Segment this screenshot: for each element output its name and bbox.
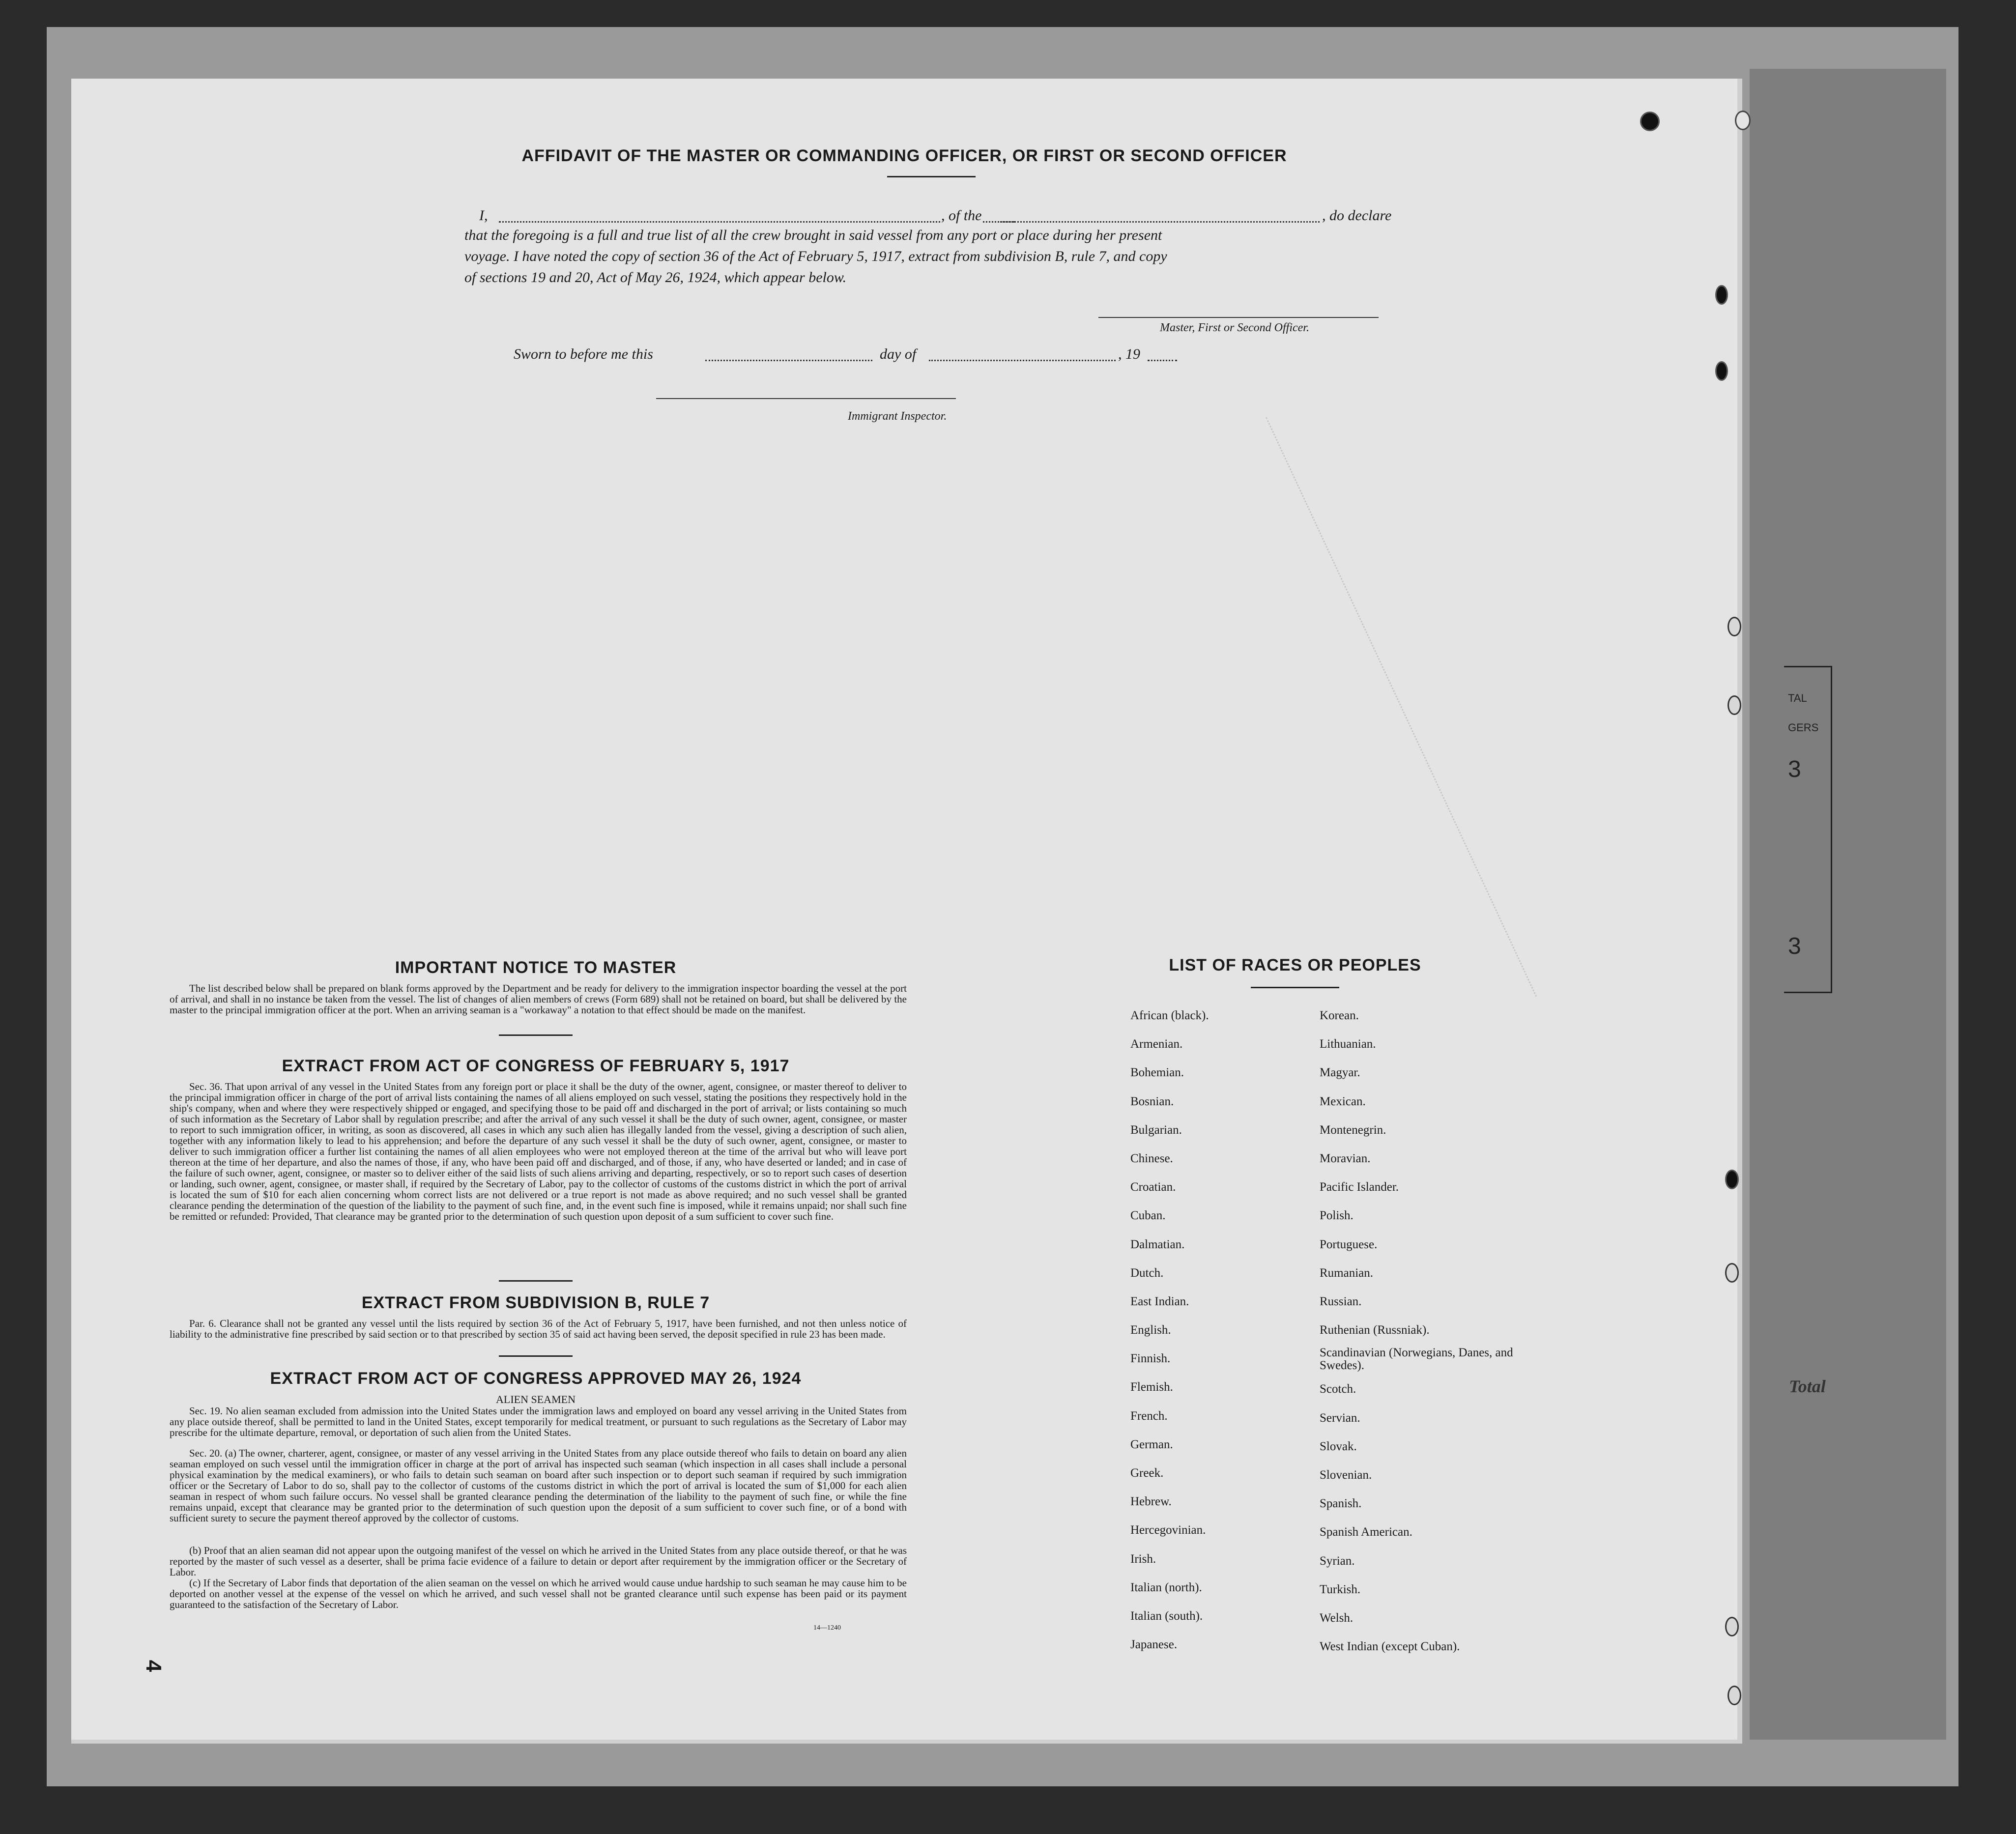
margin-stub-text-1: TAL: [1788, 692, 1807, 704]
race-item: West Indian (except Cuban).: [1320, 1640, 1460, 1654]
sworn-month-field[interactable]: [929, 360, 1116, 361]
extract-1917-rule: [499, 1280, 573, 1282]
race-item: Lithuanian.: [1320, 1037, 1376, 1051]
races-right-column: [1320, 1002, 1516, 1661]
punch-hole: [1725, 1170, 1739, 1189]
form-number: 14—1240: [813, 1624, 841, 1632]
race-item: Greek.: [1130, 1466, 1164, 1480]
race-item: Scandinavian (Norwegians, Danes, and Swedes).: [1320, 1346, 1513, 1373]
race-item: Russian.: [1320, 1294, 1362, 1308]
affidavit-of-the-label: , of the: [941, 207, 982, 224]
race-item: Moravian.: [1320, 1151, 1371, 1165]
margin-stub-text-2: GERS: [1788, 721, 1819, 734]
notice-text: The list described below shall be prepared on blank forms approved by the Department and be ready for delivery to the immigration inspector boarding the vessel at the port of arrival, and shall in no instance be taken from the vessel. The list of changes of alien members of crews (Form 689) shall not be retained on board, but shall be delivered by the master to the principal immigration officer at the port. When an arriving seaman is a "workaway" a notation to that effect should be made on the manifest.: [170, 982, 907, 1016]
race-item: Italian (north).: [1130, 1580, 1202, 1594]
punch-hole: [1715, 361, 1728, 381]
day-of-label: day of: [880, 346, 917, 362]
sworn-day-field[interactable]: [705, 360, 872, 361]
extract-1917-text: Sec. 36. That upon arrival of any vessel in the United States from any foreign port or place it shall be the duty of the owner, agent, consignee, or master thereof to deliver to the principal immigration officer in charge of the port of arrival lists containing the names of all aliens employed on such vessel, stating the positions they respectively hold in the ship's company, when and where they were respectively shipped or engaged, and specifying those to be paid off and discharged in the port of arrival; or lists containing so much of such information as the Secretary of Labor shall by regulation prescribe; and after the arrival of any such vessel it shall be the duty of such owner, agent, consignee, or master to report to such immigration officer, in writing, as soon as discovered, all cases in which any such alien has illegally landed from the vessel, giving a description of such alien, together with any information likely to lead to his apprehension; and before the departure of any such vessel it shall be the duty of such owner, agent, consignee, or master to deliver to such immigration officer a further list containing the names of all alien employees who were not employed thereon at the time of the arrival but who will leave port thereon at the time of her departure, and also the names of those, if any, who have been paid off and discharged, and of those, if any, who have deserted or landed; and in case of the failure of such owner, agent, consignee, or master so to deliver either of the said lists of such aliens arriving and departing, respectively, or so to report such cases of desertion or landing, such owner, agent, consignee, or master shall, if required by the Secretary of Labor, pay to the collector of customs of the customs district in which the port of arrival is located the sum of $10 for each alien concerning whom correct lists are not delivered or a true report is not made as above required; and no such vessel shall be granted clearance pending the determination of the question of the liability to the payment of such fine, and, in the event such fine is imposed, while it remains unpaid; nor shall such fine be remitted or refunded: Provided, That clearance may be granted prior to the determination of such question upon deposit of a sum sufficient to cover such fine.: [170, 1081, 907, 1222]
master-signature-field[interactable]: [1098, 317, 1379, 318]
race-item: Cuban.: [1130, 1209, 1166, 1223]
race-item: Dutch.: [1130, 1266, 1164, 1280]
races-title: LIST OF RACES OR PEOPLES: [1169, 956, 1421, 974]
inspector-signature-field[interactable]: [656, 398, 956, 399]
race-item: French.: [1130, 1409, 1168, 1423]
inspector-caption: Immigrant Inspector.: [848, 410, 947, 423]
margin-stub-text-4: 3: [1788, 933, 1801, 959]
race-item: Magyar.: [1320, 1066, 1360, 1080]
race-item: Japanese.: [1130, 1638, 1178, 1652]
race-item: Hebrew.: [1130, 1495, 1172, 1509]
race-item: English.: [1130, 1323, 1171, 1337]
races-left-column: [1130, 1002, 1307, 1659]
race-item: Spanish American.: [1320, 1525, 1412, 1539]
race-item: Bohemian.: [1130, 1066, 1184, 1080]
extract-1924-text-sec20a: Sec. 20. (a) The owner, charterer, agent, consignee, or master of any vessel arriving in the United States from any place outside thereof who fails to detain on board any alien seaman employed on such vessel until the immigration officer in charge at the port of arrival has inspected such seaman (which inspection in all cases shall include a personal physical examination by the medical examiners), or who fails to detain such seaman on board after such inspection or to deport such seaman if required by such immigration officer or the Secretary of Labor to do so, shall pay to the collector of customs of the customs district in which the port of arrival is located the sum of $1,000 for each alien seaman in respect of whom such failure occurs. No vessel shall be granted clearance pending the determination of the liability to the payment of such fine, or while the fine remains unpaid, except that clearance may be granted prior to the determination of such question upon the deposit of a sum sufficient to cover such fine, or of a bond with sufficient surety to secure the payment thereof approved by the collector of customs.: [170, 1447, 907, 1524]
extract-1924-text-sec19: Sec. 19. No alien seaman excluded from admission into the United States under the immigration laws and employed on board any vessel arriving in the United States from any place outside thereof, shall be permitted to land in the United States, except temporarily for medical treatment, or pursuant to such regulations as the Secretary of Labor may prescribe for the ultimate departure, removal, or deportation of such alien from the United States.: [170, 1405, 907, 1438]
affidavit-title: AFFIDAVIT OF THE MASTER OR COMMANDING OFFICER, OR FIRST OR SECOND OFFICER: [521, 146, 1287, 165]
race-item: Turkish.: [1320, 1582, 1361, 1596]
extract-rule7-text: Par. 6. Clearance shall not be granted any vessel until the lists required by section 36 of the Act of February 5, 1917, have been furnished, and not then unless notice of liability to the administrative fine prescribed by said section or to that prescribed by section 35 of said act having been served, the deposit specified in rule 23 has been made.: [170, 1318, 907, 1340]
race-item: Slovak.: [1320, 1439, 1357, 1453]
race-item: Slovenian.: [1320, 1468, 1372, 1482]
race-item: Korean.: [1320, 1009, 1359, 1022]
margin-total-label: Total: [1789, 1376, 1826, 1396]
race-item: Montenegrin.: [1320, 1123, 1386, 1137]
extract-rule7-title: EXTRACT FROM SUBDIVISION B, RULE 7: [361, 1293, 710, 1312]
race-item: Servian.: [1320, 1411, 1360, 1425]
punch-hole: [1728, 695, 1741, 715]
extract-1924-text-sec20b: (b) Proof that an alien seaman did not appear upon the outgoing manifest of the vessel on which he arrived in the United States from any place outside thereof, or that he was reported by the master of such vessel as a deserter, shall be prima facie evidence of a failure to detain or deport after requirement by the immigration officer or the Secretary of Labor.: [170, 1545, 907, 1578]
punch-hole: [1725, 1617, 1739, 1636]
races-title-rule: [1251, 987, 1339, 988]
underlying-sheet-edge: [1750, 69, 1946, 1740]
punch-hole: [1728, 617, 1741, 636]
race-item: East Indian.: [1130, 1294, 1189, 1308]
affidavit-do-declare-label: , do declare: [1322, 207, 1392, 224]
signature-caption: Master, First or Second Officer.: [1160, 321, 1309, 334]
master-name-field[interactable]: [499, 221, 1015, 223]
race-item: Italian (south).: [1130, 1609, 1203, 1623]
punch-hole: [1735, 111, 1751, 130]
race-item: Rumanian.: [1320, 1266, 1374, 1280]
race-item: African (black).: [1130, 1009, 1209, 1022]
document-page: [71, 79, 1742, 1744]
margin-stub-text-3: 3: [1788, 756, 1801, 782]
race-item: Spanish.: [1320, 1497, 1362, 1511]
race-item: Croatian.: [1130, 1180, 1176, 1194]
sworn-label: Sworn to before me this: [514, 346, 653, 362]
margin-stub-box: [1784, 666, 1832, 993]
race-item: Chinese.: [1130, 1151, 1173, 1165]
bleed-through: [1300, 143, 1644, 1125]
punch-hole: [1728, 1686, 1741, 1705]
race-item: Mexican.: [1320, 1094, 1366, 1108]
vessel-name-field[interactable]: [1000, 221, 1320, 223]
race-item: Dalmatian.: [1130, 1237, 1185, 1251]
race-item: Ruthenian (Russniak).: [1320, 1323, 1430, 1337]
affidavit-title-rule: [887, 176, 976, 177]
race-item: Polish.: [1320, 1209, 1354, 1223]
race-item: German.: [1130, 1437, 1173, 1451]
sworn-year-field[interactable]: [1148, 360, 1177, 361]
extract-1924-subtitle: ALIEN SEAMEN: [496, 1393, 576, 1405]
race-item: Bulgarian.: [1130, 1123, 1182, 1137]
punch-hole: [1715, 285, 1728, 305]
race-item: Pacific Islander.: [1320, 1180, 1399, 1194]
race-item: Syrian.: [1320, 1554, 1355, 1568]
race-item: Flemish.: [1130, 1380, 1173, 1394]
extract-1924-title: EXTRACT FROM ACT OF CONGRESS APPROVED MAY 26, 1924: [270, 1369, 802, 1388]
extract-rule7-rule: [499, 1355, 573, 1357]
declaration-line-1: that the foregoing is a full and true list of all the crew brought in said vessel from any port or place during her present: [464, 227, 1162, 243]
race-item: Welsh.: [1320, 1611, 1354, 1625]
year-label: , 19: [1118, 346, 1140, 362]
extract-1917-title: EXTRACT FROM ACT OF CONGRESS OF FEBRUARY 5, 1917: [282, 1057, 790, 1075]
race-item: Irish.: [1130, 1552, 1156, 1566]
race-item: Armenian.: [1130, 1037, 1183, 1051]
declaration-line-2: voyage. I have noted the copy of section 36 of the Act of February 5, 1917, extract from subdivision B, rule 7, and copy: [464, 248, 1167, 264]
race-item: Portuguese.: [1320, 1237, 1378, 1251]
extract-1924-text-sec20c: (c) If the Secretary of Labor finds that deportation of the alien seaman on the vessel on which he arrived would cause undue hardship to such seaman he may cause him to be deported on another vessel at the expense of the vessel on which he arrived, and such vessel shall not be granted clearance until such expense has been paid or its payment guaranteed to the satisfaction of the Secretary of Labor.: [170, 1577, 907, 1610]
punch-hole: [1640, 112, 1660, 131]
affidavit-i-label: I,: [479, 207, 488, 224]
declaration-line-3: of sections 19 and 20, Act of May 26, 1924, which appear below.: [464, 269, 847, 286]
notice-rule: [499, 1034, 573, 1036]
race-item: Finnish.: [1130, 1352, 1171, 1366]
race-item: Bosnian.: [1130, 1094, 1174, 1108]
race-item: Scotch.: [1320, 1382, 1356, 1396]
punch-hole: [1725, 1263, 1739, 1283]
race-item: Hercegovinian.: [1130, 1523, 1206, 1537]
notice-title: IMPORTANT NOTICE TO MASTER: [395, 958, 677, 977]
page-number: 4: [142, 1660, 166, 1672]
